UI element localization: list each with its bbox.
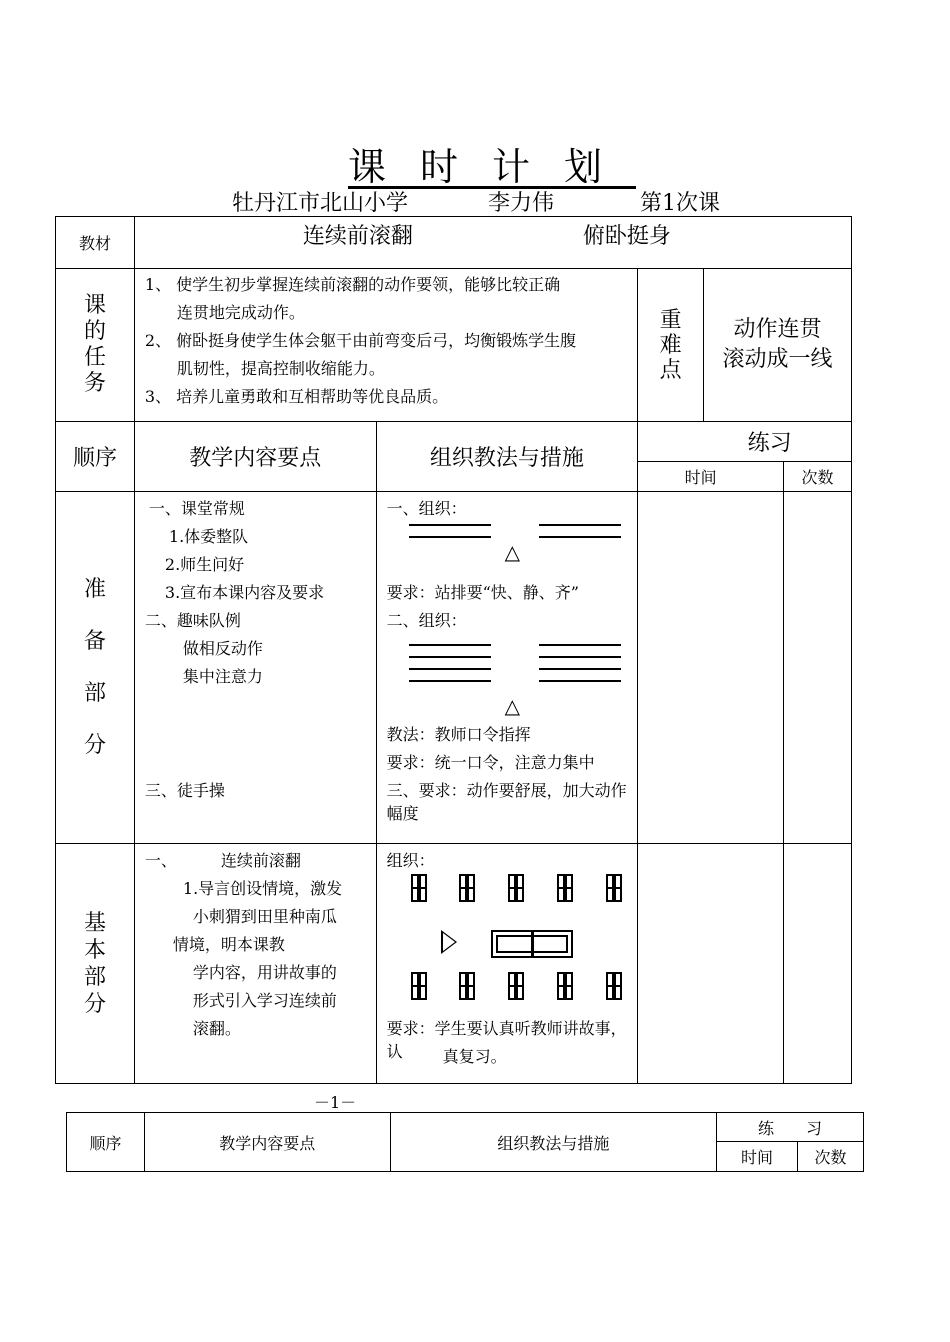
- col-content: 教学内容要点: [134, 422, 376, 492]
- basic-method-1: 组织：: [386, 851, 435, 870]
- prep-content-3: 2.师生问好: [164, 555, 245, 574]
- teacher-name: 李力伟: [488, 191, 555, 216]
- mat-icon: [508, 874, 524, 902]
- formation-line: [409, 536, 491, 538]
- formation-line: [409, 680, 491, 682]
- prep-count: [784, 492, 852, 844]
- key-points: [704, 269, 852, 422]
- prep-content-5: 二、趣味队例: [144, 611, 241, 630]
- prep-method-6: 三、要求：动作要舒展，加大动作幅度: [386, 781, 627, 823]
- task-line-4: 肌韧性，提高控制收缩能力。: [176, 359, 385, 378]
- task-line-2: 连贯地完成动作。: [176, 303, 305, 322]
- formation-line: [409, 644, 491, 646]
- lesson-number: 第1次课: [640, 191, 720, 216]
- basic-content-5: 情境，明本课教: [172, 935, 285, 954]
- mat-icon: [411, 874, 427, 902]
- basic-content-7: 形式引入学习连续前: [192, 991, 337, 1010]
- formation-line: [409, 524, 491, 526]
- prep-method-3: 二、组织：: [386, 611, 467, 630]
- material-1: 连续前滚翻: [302, 224, 413, 249]
- basic-content-3: 1.导言创设情境，激发: [182, 879, 343, 898]
- p2-col-order: 顺序: [67, 1113, 145, 1172]
- prep-content-1: 一、课堂常规: [148, 499, 245, 518]
- prep-method: [376, 492, 638, 844]
- formation-line: [539, 680, 621, 682]
- col-practice: 练习: [638, 422, 852, 462]
- basic-method-2: 要求：学生要认真听教师讲故事，认: [386, 1019, 627, 1061]
- p2-col-practice: 练 习: [717, 1113, 864, 1142]
- task-line-5: 3、 培养儿童勇敢和互相帮助等优良品质。: [144, 387, 449, 406]
- prep-content-2: 1.体委整队: [168, 527, 249, 546]
- prep-method-5: 要求：统一口令，注意力集中: [386, 753, 595, 772]
- prep-content-8: 三、徒手操: [144, 781, 225, 800]
- prep-content: [134, 492, 376, 844]
- mat-icon: [557, 874, 573, 902]
- mat-icon: [459, 972, 475, 1000]
- prep-method-2: 要求：站排要“快、静、齐”: [386, 583, 579, 602]
- basic-content: [134, 844, 376, 1084]
- mat-icon: [557, 972, 573, 1000]
- task-line-1: 1、 使学生初步掌握连续前滚翻的动作要领，能够比较正确: [144, 275, 561, 294]
- page-title: 课时计划: [347, 145, 636, 189]
- prep-label: 准备部分: [56, 492, 135, 844]
- key-label: 重难点: [638, 269, 704, 422]
- formation-line: [539, 668, 621, 670]
- prep-time: [638, 492, 784, 844]
- school-name: 牡丹江市北山小学: [232, 191, 409, 216]
- teacher-triangle-icon: △: [504, 540, 520, 564]
- basic-method: [376, 844, 638, 1084]
- basic-method-3: 真复习。: [442, 1047, 507, 1066]
- col-time: 时间: [638, 462, 784, 492]
- mat-icon: [606, 972, 622, 1000]
- prep-content-4: 3.宣布本课内容及要求: [164, 583, 325, 602]
- basic-content-6: 学内容，用讲故事的: [192, 963, 337, 982]
- mat-icon: [508, 972, 524, 1000]
- basic-count: [784, 844, 852, 1084]
- formation-line: [539, 536, 621, 538]
- basic-content-1: 一、: [144, 851, 177, 870]
- formation-line: [539, 656, 621, 658]
- lesson-plan-table: [55, 216, 852, 1084]
- basic-time: [638, 844, 784, 1084]
- p2-col-method: 组织教法与措施: [390, 1113, 717, 1172]
- prep-content-6: 做相反动作: [182, 639, 263, 658]
- materials-cell: [134, 217, 851, 269]
- basic-content-2: 连续前滚翻: [220, 851, 301, 870]
- task-line-3: 2、 俯卧挺身使学生体会躯干由前弯变后弓，均衡锻炼学生腹: [144, 331, 577, 350]
- mat-icon: [411, 972, 427, 1000]
- prep-method-4: 教法：教师口令指挥: [386, 725, 531, 744]
- basic-label: 基本部分: [56, 844, 135, 1084]
- formation-line: [409, 656, 491, 658]
- p2-col-time: 时间: [717, 1142, 798, 1172]
- p2-col-content: 教学内容要点: [144, 1113, 390, 1172]
- p2-col-count: 次数: [798, 1142, 864, 1172]
- tasks-cell: [134, 269, 637, 422]
- page2-header-table: [66, 1112, 864, 1172]
- long-mat-icon: [491, 930, 573, 958]
- materials-label: 教材: [56, 217, 135, 269]
- prep-method-1: 一、组织：: [386, 499, 467, 518]
- basic-content-8: 滚翻。: [192, 1019, 241, 1038]
- mat-icon: [459, 874, 475, 902]
- key-point-2: 滚动成一线: [722, 347, 833, 372]
- prep-content-7: 集中注意力: [182, 667, 263, 686]
- page-number: －1－: [314, 1093, 357, 1112]
- col-count: 次数: [784, 462, 852, 492]
- formation-line: [539, 524, 621, 526]
- mat-icon: [606, 874, 622, 902]
- formation-line: [539, 644, 621, 646]
- basic-content-4: 小刺猬到田里种南瓜: [192, 907, 337, 926]
- formation-line: [409, 668, 491, 670]
- material-2: 俯卧挺身: [582, 224, 671, 249]
- col-method: 组织教法与措施: [376, 422, 638, 492]
- key-point-1: 动作连贯: [733, 317, 822, 342]
- tasks-label: 课的任务: [56, 269, 135, 422]
- teacher-triangle-icon: △: [504, 694, 520, 718]
- col-order: 顺序: [56, 422, 135, 492]
